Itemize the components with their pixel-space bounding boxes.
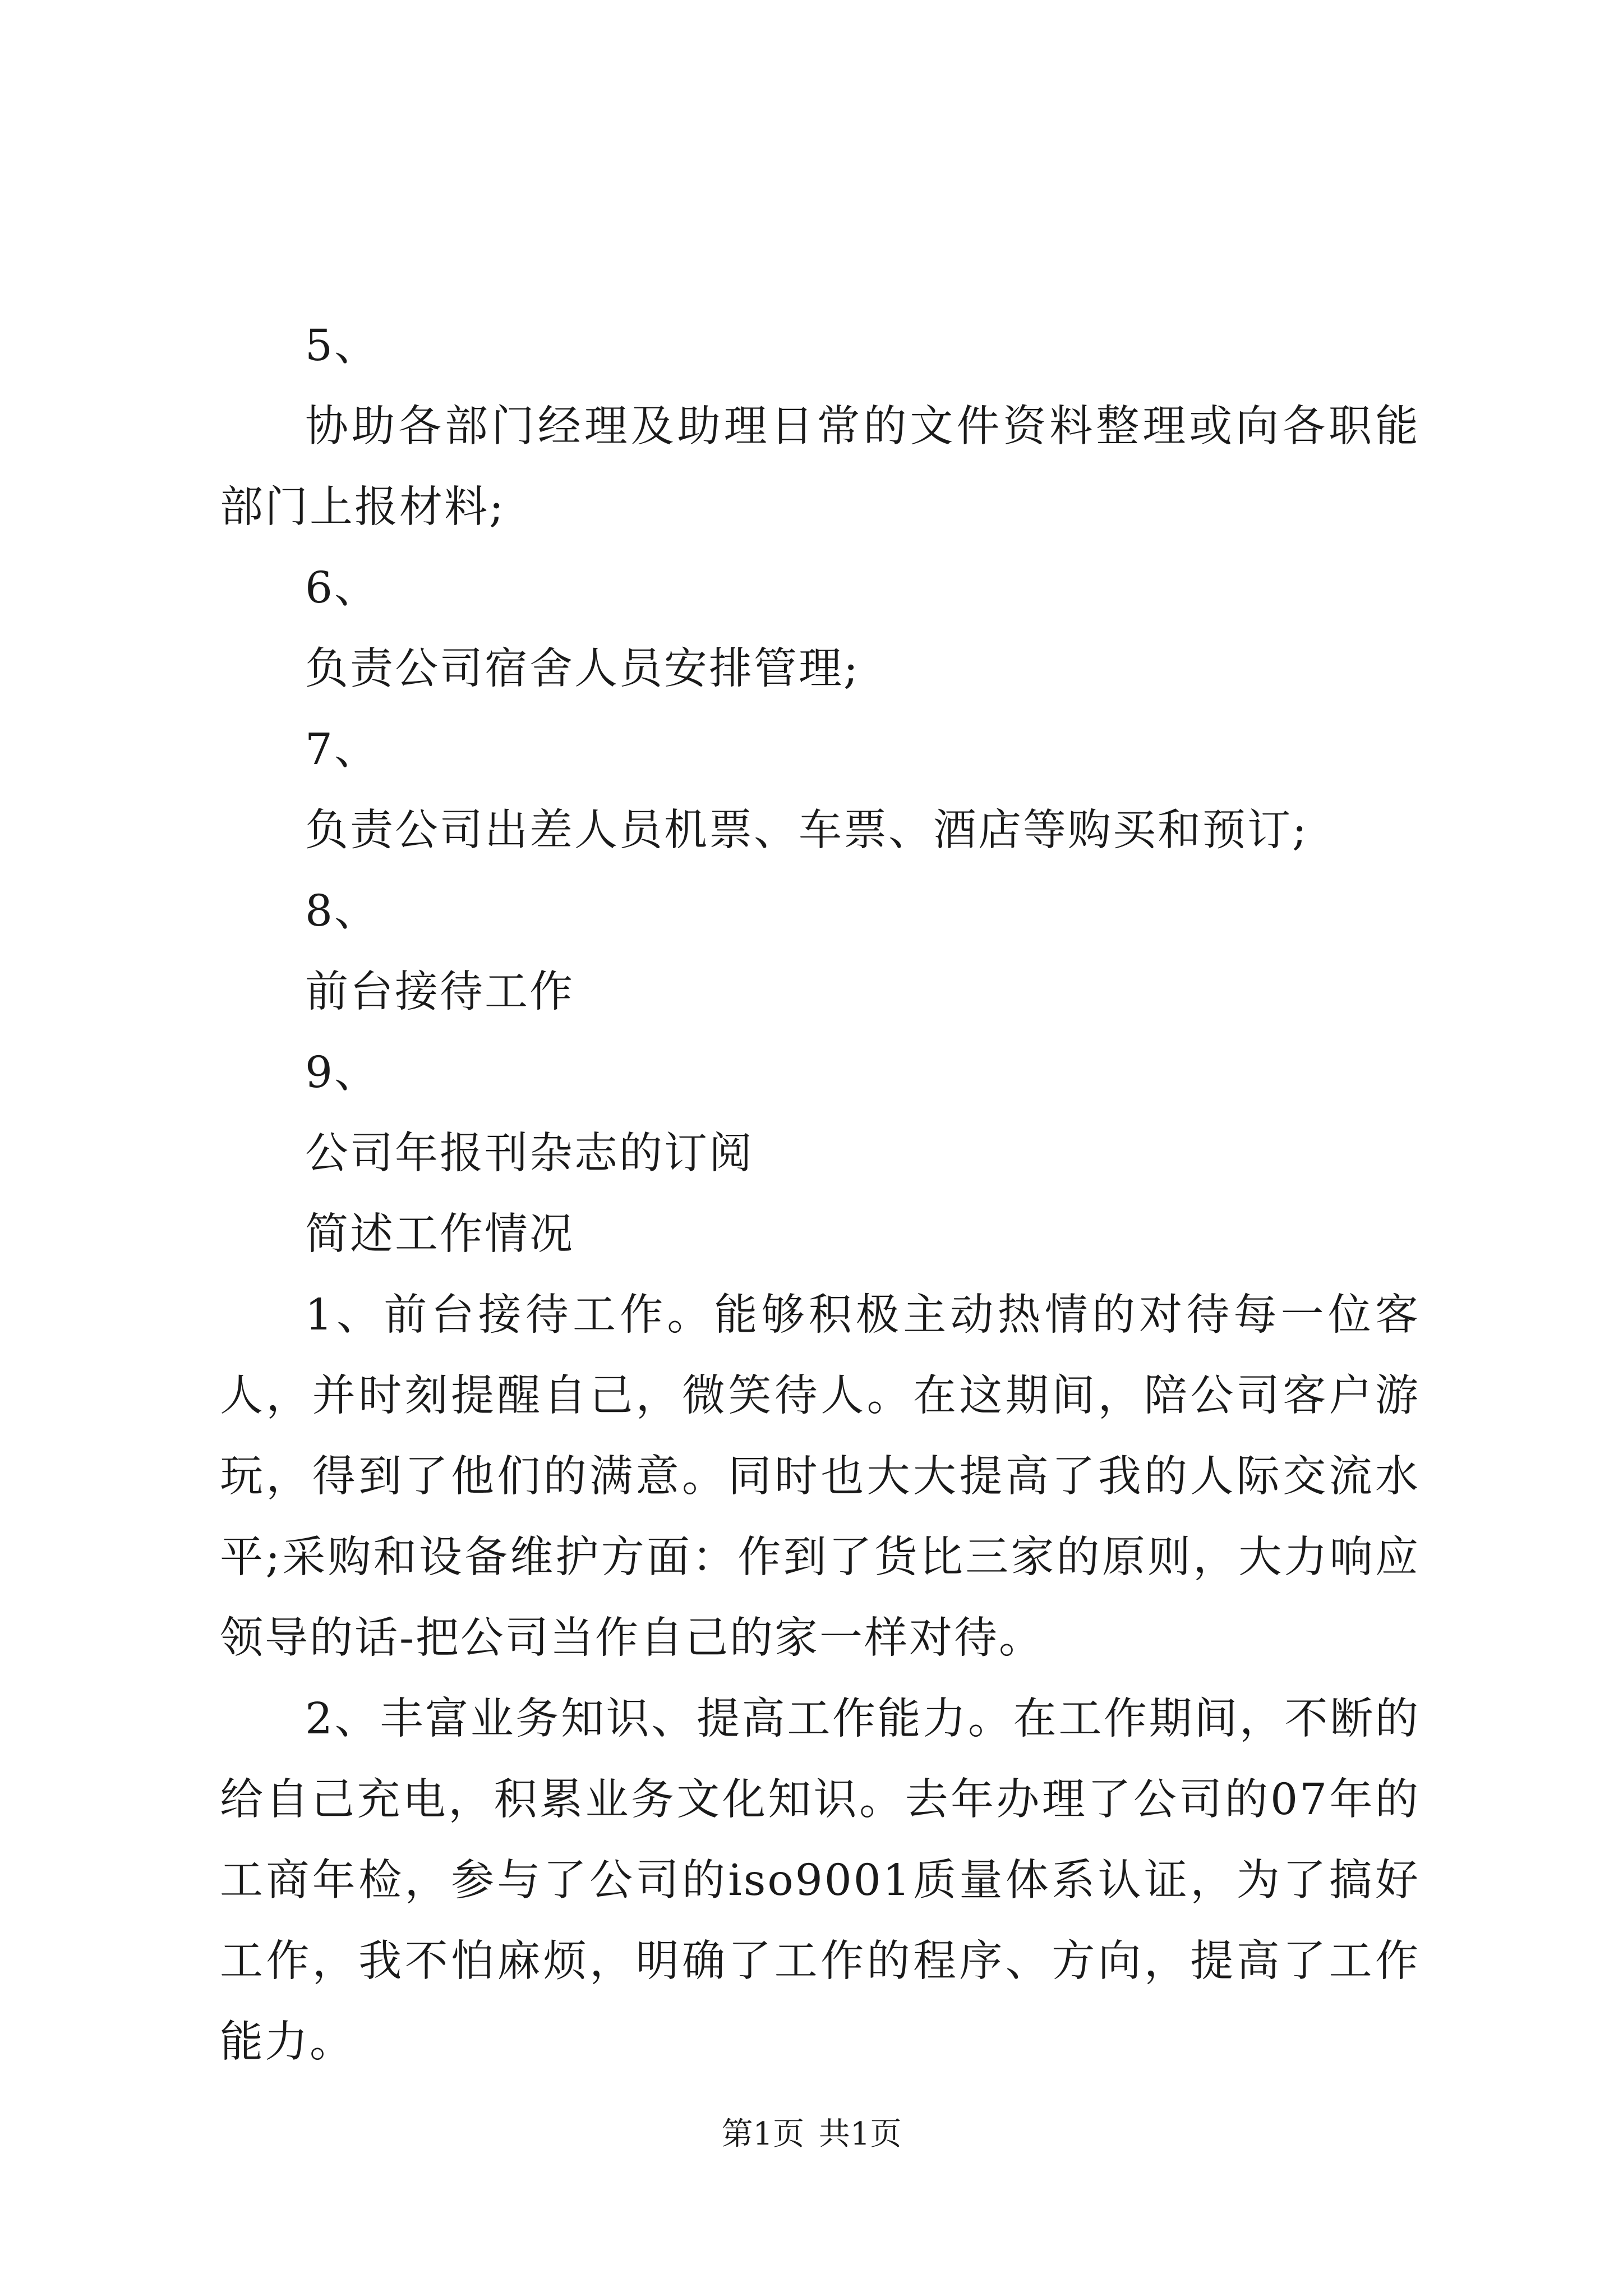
item-text-8: 前台接待工作 bbox=[305, 967, 574, 1017]
item-number-7: 7、 bbox=[305, 725, 379, 775]
document-body bbox=[220, 306, 1420, 2083]
item-text-6: 负责公司宿舍人员安排管理; bbox=[305, 644, 860, 694]
paragraph-2: 2、丰富业务知识、提高工作能力。在工作期间，不断的给自己充电，积累业务文化知识。去年办理了公司的07年的工商年检，参与了公司的iso9001质量体系认证，为了搞好工作，我不怕麻烦，明确了工作的程序、方向，提高了工作能力。 bbox=[220, 1694, 1420, 2067]
item-number-6: 6、 bbox=[305, 563, 379, 613]
paragraph-1: 1、前台接待工作。能够积极主动热情的对待每一位客人，并时刻提醒自己，微笑待人。在这期间，陪公司客户游玩，得到了他们的满意。同时也大大提高了我的人际交流水平;采购和设备维护方面：作到了货比三家的原则，大力响应领导的话-把公司当作自己的家一样对待。 bbox=[220, 1290, 1420, 1663]
item-number-9: 9、 bbox=[305, 1048, 379, 1098]
page-footer: 第1页 共1页 bbox=[721, 2116, 902, 2152]
item-text-5: 协助各部门经理及助理日常的文件资料整理或向各职能部门上报材料; bbox=[220, 402, 1420, 532]
item-text-7: 负责公司出差人员机票、车票、酒店等购买和预订; bbox=[305, 806, 1308, 855]
item-number-8: 8、 bbox=[305, 886, 379, 936]
section-title: 简述工作情况 bbox=[305, 1209, 574, 1259]
item-number-5: 5、 bbox=[305, 321, 379, 371]
item-text-9: 公司年报刊杂志的订阅 bbox=[305, 1129, 754, 1179]
